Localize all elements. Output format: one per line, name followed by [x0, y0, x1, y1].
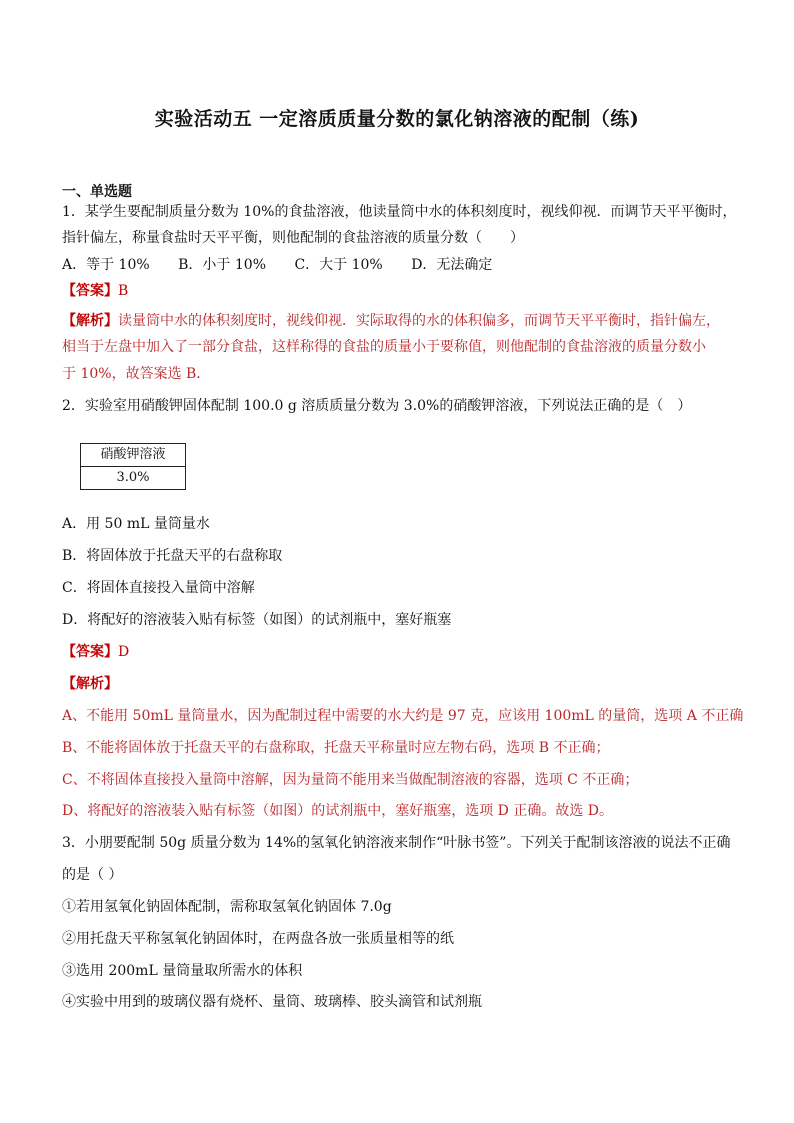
q2-analysis-tag: 【解析】 [62, 676, 118, 692]
q1-analysis-line3: 于 10%，故答案选 B． [62, 366, 211, 382]
q1-option-b: B．小于 10% [178, 257, 266, 273]
q2-analysis-c: C、不将固体直接投入量筒中溶解，因为量筒不能用来当做配制溶液的容器，选项 C 不正确； [62, 772, 639, 788]
q2-analysis-a: A、不能用 50mL 量筒量水，因为配制过程中需要的水大约是 97 克，应该用 100mL 的量筒，选项 A 不正确 [62, 708, 744, 724]
q2-answer-value: D [118, 644, 130, 660]
q2-answer [62, 643, 742, 661]
q2-answer-tag: 【答案】 [62, 644, 118, 660]
q1-analysis-line2: 相当于左盘中加入了一部分食盐，这样称得的食盐的质量小于要称值，则他配制的食盐溶液的质量分数小 [62, 339, 706, 355]
q1-options [62, 256, 742, 274]
q1-analysis-text1: 读量筒中水的体积刻度时，视线仰视．实际取得的水的体积偏多，而调节天平平衡时，指针偏左， [118, 313, 720, 329]
q2-option-a: A．用 50 mL 量筒量水 [62, 516, 210, 532]
q1-answer-tag: 【答案】 [62, 283, 118, 299]
reagent-label-name: 硝酸钾溶液 [81, 444, 185, 467]
q2-analysis-d: D、将配好的溶液装入贴有标签（如图）的试剂瓶中，塞好瓶塞，选项 D 正确。故选 D。 [62, 803, 614, 819]
q1-stem-line2: 指针偏左，称量食盐时天平平衡，则他配制的食盐溶液的质量分数（ ） [62, 230, 524, 246]
page-title: 实验活动五 一定溶质质量分数的氯化钠溶液的配制（练) [154, 108, 640, 130]
reagent-label-value: 3.0% [116, 470, 150, 485]
q1-answer-value: B [118, 283, 129, 299]
q1-option-d: D．无法确定 [411, 257, 493, 273]
q3-item-4: ④实验中用到的玻璃仪器有烧杯、量筒、玻璃棒、胶头滴管和试剂瓶 [62, 994, 482, 1010]
q3-item-2: ②用托盘天平称氢氧化钠固体时，在两盘各放一张质量相等的纸 [62, 931, 454, 947]
q2-option-b: B．将固体放于托盘天平的右盘称取 [62, 548, 283, 564]
reagent-label-figure [80, 443, 186, 490]
q1-answer [62, 282, 742, 300]
q2-stem: 2．实验室用硝酸钾固体配制 100.0 g 溶质质量分数为 3.0%的硝酸钾溶液，下列说法正确的是（ ） [62, 398, 692, 414]
q2-analysis-heading [62, 675, 742, 693]
q1-stem-line1: 1．某学生要配制质量分数为 10%的食盐溶液，他读量筒中水的体积刻度时，视线仰视．而调节天平平衡时， [62, 204, 737, 220]
q2-option-d: D．将配好的溶液装入贴有标签（如图）的试剂瓶中，塞好瓶塞 [62, 612, 452, 628]
q1-option-c: C．大于 10% [294, 257, 383, 273]
q3-stem-line1: 3．小朋要配制 50g 质量分数为 14%的氢氧化钠溶液来制作“叶脉书签”。下列关于配制该溶液的说法不正确 [62, 835, 731, 851]
q1-option-a: A．等于 10% [62, 257, 150, 273]
q1-analysis-tag: 【解析】 [62, 313, 118, 329]
q3-stem-line2: 的是（ ） [62, 867, 123, 883]
q3-item-1: ①若用氢氧化钠固体配制，需称取氢氧化钠固体 7.0g [62, 899, 392, 915]
q2-option-c: C．将固体直接投入量筒中溶解 [62, 580, 255, 596]
section-heading: 一、单选题 [62, 184, 132, 200]
q1-analysis-line1 [62, 312, 742, 330]
q3-item-3: ③选用 200mL 量筒量取所需水的体积 [62, 963, 303, 979]
q2-analysis-b: B、不能将固体放于托盘天平的右盘称取，托盘天平称量时应左物右码，选项 B 不正确； [62, 740, 610, 756]
